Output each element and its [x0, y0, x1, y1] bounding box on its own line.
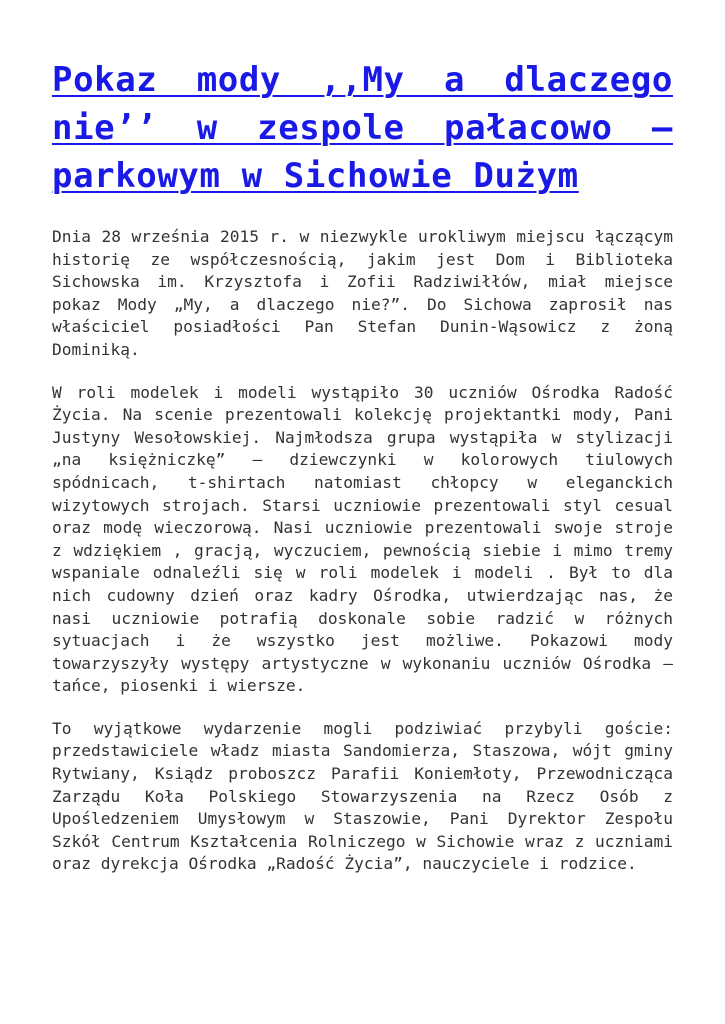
article: [52, 56, 673, 896]
article-paragraph-1: Dnia 28 września 2015 r. w niezwykle urokliwym miejscu łączącym historię ze współczesnością, jakim jest Dom i Biblioteka Sichowska im. Krzysztofa i Zofii Radziwiłłów, miał miejsce pokaz Mody „My, a dlaczego nie?”. Do Sichowa zaprosił nas właściciel posiadłości Pan Stefan Dunin-Wąsowicz z żoną Dominiką.: [52, 227, 673, 359]
article-paragraph-3: To wyjątkowe wydarzenie mogli podziwiać przybyli goście: przedstawiciele władz miasta Sandomierza, Staszowa, wójt gminy Rytwiany, Ksiądz proboszcz Parafii Koniemłoty, Przewodnicząca Zarządu Koła Polskiego Stowarzyszenia na Rzecz Osób z Upośledzeniem Umysłowym w Staszowie, Pani Dyrektor Zespołu Szkół Centrum Kształcenia Rolniczego w Sichowie wraz z uczniami oraz dyrekcja Ośrodka „Radość Życia”, nauczyciele i rodzice.: [52, 718, 673, 874]
article-paragraph-2: W roli modelek i modeli wystąpiło 30 uczniów Ośrodka Radość Życia. Na scenie prezentowali kolekcję projektantki mody, Pani Justyny Wesołowskiej. Najmłodsza grupa wystąpiła w stylizacji „na księżniczkę” – dziewczynki w kolorowych tiulowych spódnicach, t-shirtach natomiast chłopcy w eleganckich wizytowych strojach. Starsi uczniowie prezentowali styl cesual oraz modę wieczorową. Nasi uczniowie prezentowali swoje stroje z wdziękiem , gracją, wyczuciem, pewnością siebie i mimo tremy wspaniale odnaleźli się w roli modelek i modeli . Był to dla nich cudowny dzień oraz kadry Ośrodka, utwierdzając nas, że nasi uczniowie potrafią doskonale sobie radzić w różnych sytuacjach i że wszystko jest możliwe. Pokazowi mody towarzyszyły występy artystyczne w wykonaniu uczniów Ośrodka – tańce, piosenki i wiersze.: [52, 382, 673, 696]
article-title: [52, 56, 673, 200]
article-title-link[interactable]: Pokaz mody ,,My a dlaczego nie’’ w zespole pałacowo – parkowym w Sichowie Dużym: [52, 60, 673, 196]
